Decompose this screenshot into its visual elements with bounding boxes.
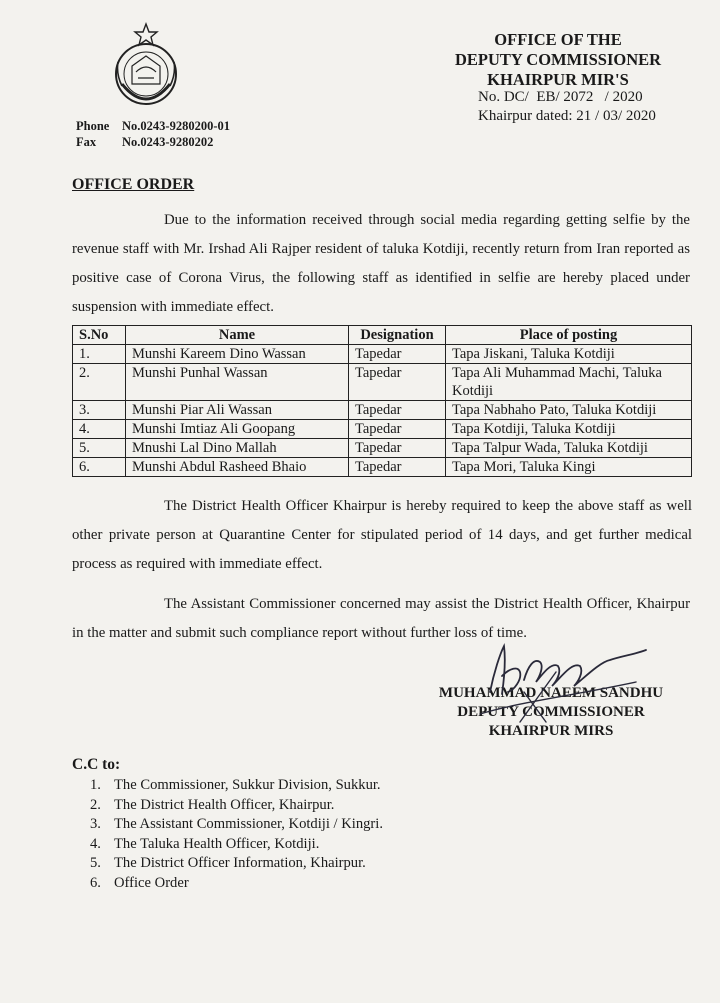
- cc-list: [90, 776, 383, 893]
- cell-designation: Tapedar: [349, 364, 446, 401]
- header-place: Place of posting: [446, 326, 692, 345]
- cell-name: Munshi Punhal Wassan: [126, 364, 349, 401]
- cell-place: Tapa Nabhaho Pato, Taluka Kotdiji: [446, 401, 692, 420]
- order-paragraph-1: Due to the information received through social media regarding getting selfie by the revenue staff with Mr. Irshad Ali Rajper resident of taluka Kotdiji, recently return from Iran reported as positive case of Corona Virus, the following staff as identified in selfie are hereby placed under suspension with immediate effect.: [72, 212, 690, 315]
- header-name: Name: [126, 326, 349, 345]
- cell-place: Tapa Jiskani, Taluka Kotdiji: [446, 345, 692, 364]
- table-row: [73, 345, 692, 364]
- cc-title: C.C to:: [72, 756, 121, 773]
- order-paragraph-3: The Assistant Commissioner concerned may assist the District Health Officer, Khairpur in the matter and submit such compliance report without further loss of time.: [72, 596, 690, 641]
- signatory-district: KHAIRPUR MIRS: [488, 723, 614, 739]
- table-row: [73, 401, 692, 420]
- table-row: [73, 458, 692, 477]
- list-item: 6. Office Order: [90, 874, 189, 891]
- cell-sno: 3.: [73, 401, 126, 420]
- cell-sno: 4.: [73, 420, 126, 439]
- cell-name: Munshi Abdul Rasheed Bhaio: [126, 458, 349, 477]
- cell-designation: Tapedar: [349, 458, 446, 477]
- office-line-1: OFFICE OF THE: [494, 30, 622, 49]
- cell-place: Tapa Ali Muhammad Machi, Taluka Kotdiji: [446, 364, 692, 401]
- cell-name: Munshi Imtiaz Ali Goopang: [126, 420, 349, 439]
- handwritten-signature-icon: [460, 632, 650, 724]
- header-sno: S.No: [73, 326, 126, 345]
- cell-place: Tapa Mori, Taluka Kingi: [446, 458, 692, 477]
- cell-sno: 5.: [73, 439, 126, 458]
- cell-place: Tapa Talpur Wada, Taluka Kotdiji: [446, 439, 692, 458]
- cell-name: Mnushi Lal Dino Mallah: [126, 439, 349, 458]
- table-row: [73, 420, 692, 439]
- cell-place: Tapa Kotdiji, Taluka Kotdiji: [446, 420, 692, 439]
- fax-number: No.0243-9280202: [122, 135, 214, 149]
- cell-designation: Tapedar: [349, 345, 446, 364]
- office-line-2: DEPUTY COMMISSIONER: [454, 50, 662, 69]
- contact-block: [76, 118, 230, 150]
- sindh-government-seal-icon: [108, 22, 184, 114]
- list-item: 3. The Assistant Commissioner, Kotdiji / Kingri.: [90, 816, 383, 832]
- cell-name: Munshi Piar Ali Wassan: [126, 401, 349, 420]
- cell-designation: Tapedar: [349, 401, 446, 420]
- table-header-row: [73, 326, 692, 345]
- cell-sno: 1.: [73, 345, 126, 364]
- suspended-staff-table: [72, 325, 692, 477]
- header-designation: Designation: [349, 326, 446, 345]
- list-item: 2. The District Health Officer, Khairpur.: [90, 796, 335, 813]
- reference-number: No. DC/ EB/ 2072 / 2020: [478, 89, 643, 105]
- signatory-name: MUHAMMAD NAEEM SANDHU: [438, 685, 664, 701]
- cell-sno: 2.: [73, 364, 126, 401]
- cell-designation: Tapedar: [349, 439, 446, 458]
- phone-number: No.0243-9280200-01: [122, 119, 230, 133]
- cell-name: Munshi Kareem Dino Wassan: [126, 345, 349, 364]
- table-row: [73, 364, 692, 401]
- date-line: Khairpur dated: 21 / 03/ 2020: [478, 108, 656, 124]
- reference-block: [478, 88, 656, 126]
- table-row: [73, 439, 692, 458]
- order-title: OFFICE ORDER: [72, 176, 195, 193]
- list-item: 4. The Taluka Health Officer, Kotdiji.: [90, 835, 320, 852]
- signatory-designation: DEPUTY COMMISSIONER: [457, 704, 645, 720]
- office-line-3: KHAIRPUR MIR'S: [487, 70, 629, 89]
- phone-label: Phone: [76, 119, 110, 133]
- list-item: 5. The District Officer Information, Khairpur.: [90, 855, 366, 871]
- office-heading: [438, 30, 678, 90]
- order-paragraph-2: The District Health Officer Khairpur is hereby required to keep the above staff as well other private person at Quarantine Center for stipulated period of 14 days, and get further medical process as required with immediate effect.: [72, 498, 692, 572]
- list-item: 1. The Commissioner, Sukkur Division, Sukkur.: [90, 777, 381, 793]
- fax-label: Fax: [76, 135, 97, 149]
- cell-sno: 6.: [73, 458, 126, 477]
- cell-designation: Tapedar: [349, 420, 446, 439]
